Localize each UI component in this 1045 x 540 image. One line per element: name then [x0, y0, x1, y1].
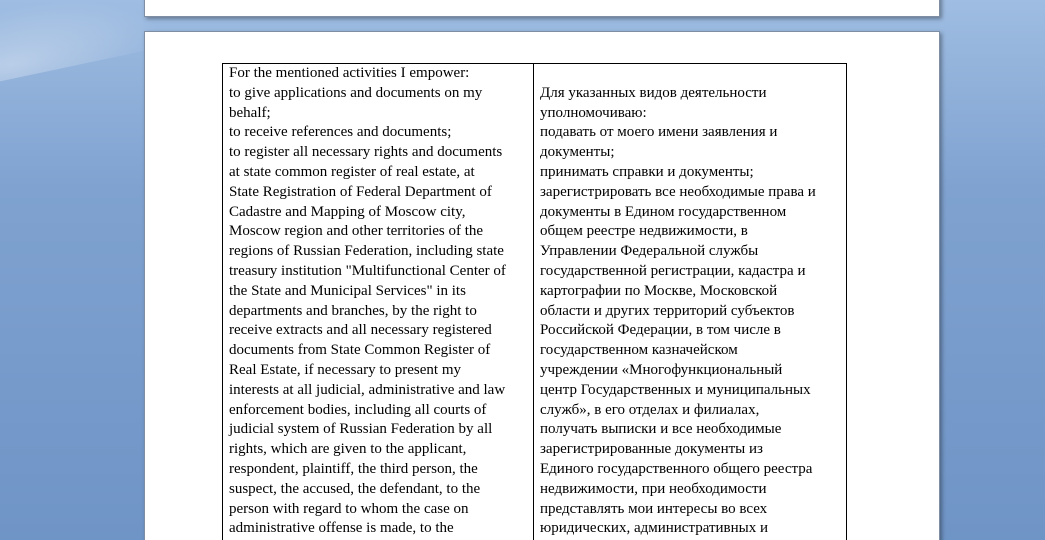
english-text-line: suspect, the accused, the defendant, to the [229, 480, 481, 497]
russian-text-line: учреждении «Многофункциональный [540, 361, 783, 378]
russian-text-line: зарегистрированные документы из [540, 441, 763, 458]
english-cell [223, 64, 534, 540]
russian-text-line: Российской Федерации, в том числе в [540, 322, 781, 339]
english-text-line: to register all necessary rights and documents [229, 144, 503, 161]
english-text-line: State Registration of Federal Department of [229, 183, 492, 200]
previous-page [144, 0, 940, 17]
english-text-line: respondent, plaintiff, the third person, the [229, 460, 478, 477]
table-row [223, 64, 847, 540]
english-text-line: to receive references and documents; [229, 124, 452, 141]
russian-text-line: принимать справки и документы; [540, 163, 754, 180]
russian-text-line: служб», в его отделах и филиалах, [540, 401, 760, 418]
russian-text-line: подавать от моего имени заявления и [540, 124, 778, 141]
russian-text-line: общем реестре недвижимости, в [540, 223, 748, 240]
russian-text-line: уполномочиваю: [540, 104, 647, 121]
russian-text-line: недвижимости, при необходимости [540, 480, 767, 497]
english-text-line: person with regard to whom the case on [229, 500, 469, 517]
english-text-line: Cadastre and Mapping of Moscow city, [229, 203, 466, 220]
english-text-line: Real Estate, if necessary to present my [229, 361, 462, 378]
russian-text-line: юридических, административных и [540, 520, 769, 537]
russian-text-line: центр Государственных и муниципальных [540, 381, 811, 398]
english-text-line: to give applications and documents on my [229, 84, 483, 101]
background-swoosh [0, 0, 165, 92]
russian-text-line: Единого государственного общего реестра [540, 460, 813, 477]
english-text-line: administrative offense is made, to the [229, 520, 454, 537]
russian-text-line: Управлении Федеральной службы [540, 243, 759, 260]
english-text-line: judicial system of Russian Federation by all [229, 421, 493, 438]
english-text-line: departments and branches, by the right to [229, 302, 477, 319]
russian-text-line: картографии по Москве, Московской [540, 282, 778, 299]
english-text-line: enforcement bodies, including all courts of [229, 401, 487, 418]
english-text-line: documents from State Common Register of [229, 342, 491, 359]
russian-text-line: государственном казначейском [540, 342, 738, 359]
english-text-line: treasury institution "Multifunctional Center of [229, 262, 506, 279]
bilingual-table [222, 63, 847, 540]
english-text-line: at state common register of real estate, at [229, 163, 475, 180]
russian-text-line: получать выписки и все необходимые [540, 421, 782, 438]
russian-text-line: государственной регистрации, кадастра и [540, 262, 806, 279]
english-text-line: regions of Russian Federation, including state [229, 243, 504, 260]
russian-text-line: представлять мои интересы во всех [540, 500, 768, 517]
russian-text-line: области и других территорий субъектов [540, 302, 795, 319]
english-text-line: the State and Municipal Services" in its [229, 282, 466, 299]
english-text-line: For the mentioned activities I empower: [229, 65, 470, 81]
english-text-line: receive extracts and all necessary registered [229, 322, 492, 339]
russian-text-line: документы в Едином государственном [540, 203, 787, 220]
english-text-line: rights, which are given to the applicant, [229, 441, 467, 458]
russian-text-line: зарегистрировать все необходимые права и [540, 183, 816, 200]
english-text-line: Moscow region and other territories of the [229, 223, 484, 240]
russian-cell [534, 64, 847, 540]
russian-cell-spacer [540, 64, 840, 84]
english-text-line: behalf; [229, 104, 271, 121]
russian-text-line: Для указанных видов деятельности [540, 84, 767, 101]
document-page [144, 31, 940, 540]
english-text-line: interests at all judicial, administrative and law [229, 381, 506, 398]
russian-text-line: документы; [540, 144, 615, 161]
